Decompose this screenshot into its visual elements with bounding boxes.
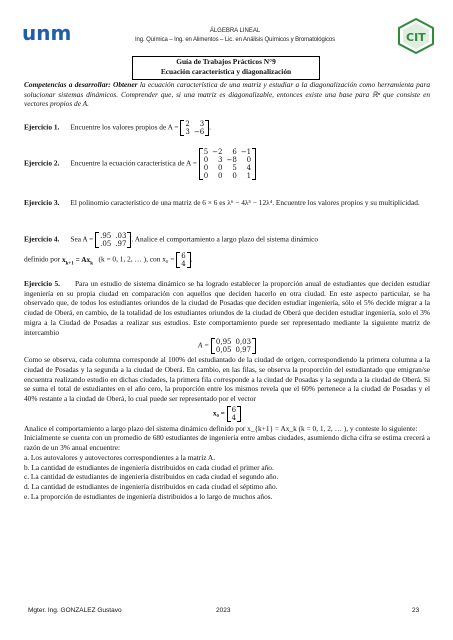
guide-subtitle: Ecuación característica y diagonalización <box>160 67 292 76</box>
exercise-4-matrix <box>95 232 131 248</box>
matrix-cell: 0 <box>232 172 237 180</box>
exercise-1-matrix <box>180 120 209 136</box>
vector-cell: 6 <box>231 405 237 414</box>
exercise-3-label: Ejercicio 3. <box>24 198 60 207</box>
exercise-1: Ejercicio 1. Encuentre los valores propios de A = 2 3 3 −6 . <box>24 120 212 136</box>
exercise-4 <box>24 232 430 269</box>
exercise-4-text-d: (k = 0, 1, 2, … ), con x₀ = <box>98 254 175 264</box>
matrix-cell: 0 <box>218 164 223 172</box>
header-subtitle: Ing. Química – Ing. en Alimentos – Lic. en Análisis Químicos y Bromatológicos <box>134 37 336 43</box>
vector-cell: 4 <box>231 413 237 422</box>
exercise-2-matrix <box>199 148 256 180</box>
exercise-5-matrix <box>211 338 256 354</box>
footer-year: 2023 <box>216 607 231 614</box>
matrix-cell: .97 <box>115 240 127 248</box>
exercise-2 <box>24 148 430 180</box>
exercise-5-paragraph-2: Como se observa, cada columna corresponde al 100% del estudiantado de la ciudad de origen, correspondiendo la primera columna a la ciudad de Posadas y la segunda a la ciudad de Oberá. En cambio, en las filas, se observa la proporción del estudiantado que emigran/se encuentra realizando estudio en dichas ciudades, la primera fila corresponde a la ciudad de Posadas y la segunda a la ciudad de Oberá. Si se suma el total de estudiantes en el año cero, la proporción entre los mismos revela que el 60% pertenece a la ciudad de Posadas y el 40% restante a la ciudad de Oberá, lo cual puede ser representado por el vector <box>24 355 430 404</box>
cit-logo <box>398 18 434 54</box>
exercise-1-label: Ejercicio 1. <box>24 122 60 132</box>
matrix-cell: 6 <box>232 148 237 156</box>
exercise-4-text-b: . Analice el comportamiento a largo plazo del sistema dinámico <box>131 234 319 244</box>
matrix-cell: 3 <box>185 128 190 136</box>
matrix-cell: −2 <box>212 148 223 156</box>
exercise-4-line-2: definido por $x_{k+1} = Ax_k$ (k = 0, 1, 2, … ), con x₀ = 6 4 . <box>24 252 193 268</box>
exercise-4-text-c: definido por <box>24 254 61 264</box>
svg-text:unm: unm <box>22 22 72 44</box>
exercise-5-paragraph-1: Para un estudio de sistema dinámico se ha logrado establecer la proporción anual de estudiantes que deciden estudiar ingeniería en su propia ciudad en comparación con aquellos que deciden hacerlo en otra ciudad. En este aspecto particular, se ha observado que, de todos los estudiantes oriundos de la ciudad de Posadas que deciden estudiar ingeniería, sólo el 5% decide migrar a la ciudad de Oberá, en cambio, de la totalidad de los estudiantes oriundos de la ciudad de Oberá que deciden estudiar ingeniería, solo el 3% migra a la Ciudad de Posadas a realizar sus estudios. Este comportamiento puede ser representado mediante la siguiente matriz de intercambio <box>24 279 430 337</box>
matrix-cell: .03 <box>115 232 127 240</box>
matrix-cell: 3 <box>218 156 223 164</box>
matrix-cell: .05 <box>100 240 112 248</box>
list-item: c. La cantidad de estudiantes de ingeniería distribuidos en cada ciudad el segundo año. <box>24 472 279 482</box>
exercise-5-paragraph-3: Analice el comportamiento a largo plazo del sistema dinámico definido por x_{k+1} = Ax_k (k = 0, 1, 2, … ), y conteste lo siguiente: <box>24 423 418 433</box>
matrix-cell: 0 <box>203 164 209 172</box>
exercise-5-matrix-label: A = <box>197 340 210 350</box>
matrix-cell: 0,05 <box>215 346 232 355</box>
matrix-cell: .95 <box>100 232 112 240</box>
unm-logo <box>22 22 74 44</box>
vector-cell: 4 <box>181 260 186 268</box>
matrix-cell: 2 <box>185 120 190 128</box>
list-item: d. La cantidad de estudiantes de ingeniería distribuidos en cada ciudad el séptimo año. <box>24 481 278 491</box>
footer-page-number: 23 <box>412 607 420 614</box>
exercise-5-label: Ejercicio 5. <box>24 279 61 288</box>
exercise-5-matrix-row <box>24 338 430 354</box>
header-title: ÁLGEBRA LINEAL <box>209 28 261 34</box>
matrix-cell: −1 <box>240 148 252 156</box>
matrix-cell: 5 <box>232 164 237 172</box>
footer-author: Mgter. Ing. GONZALEZ Gustavo <box>28 607 122 614</box>
matrix-cell: −6 <box>193 128 205 136</box>
competencias-verb: Obtener <box>113 80 138 89</box>
matrix-cell: 0,03 <box>235 338 252 347</box>
matrix-cell: 0 <box>203 156 209 164</box>
page-header <box>0 0 453 56</box>
matrix-cell: 1 <box>246 172 252 180</box>
exercise-5-paragraph-4: Inicialmente se cuenta con un promedio de 680 estudiantes de ingeniería entre ambas ciudades, asumiendo dicha cifra se estima crecerá a razón de un 3% anual encuentre: <box>24 433 430 453</box>
guide-title-box <box>132 56 320 80</box>
exercise-5-x0-vector <box>227 406 241 422</box>
matrix-cell: 0,97 <box>235 346 252 355</box>
matrix-cell: 0 <box>218 172 223 180</box>
exercise-4-text-a: Sea A = <box>70 234 94 244</box>
matrix-cell: 0 <box>246 156 252 164</box>
exercise-4-recurrence: $x_{k+1} = Ax_k$ <box>61 254 93 267</box>
exercise-3 <box>24 198 430 208</box>
matrix-cell: −8 <box>226 156 237 164</box>
competencias-paragraph <box>24 80 430 109</box>
competencias-label: Competencias a desarrollar: <box>24 80 111 89</box>
exercise-2-label: Ejercicio 2. <box>24 158 60 168</box>
svg-text:CIT: CIT <box>406 31 426 44</box>
exercise-2-text: Encuentre la ecuación característica de A = <box>70 158 197 168</box>
competencias-text: la ecuación característica de una matriz y estudiar a la diagonalización como herramienta para solucionar sistemas dinámicos. Comprender que, si una matriz es diagonalizable, entonces existe una base para ℝⁿ que consiste en vectores propios de A. <box>24 80 430 109</box>
list-item: e. La proporción de estudiantes de ingeniería distribuidos a lo largo de muchos años. <box>24 491 273 501</box>
exercise-3-text: El polinomio característico de una matriz de 6 × 6 es λ⁶ − 4λ⁵ − 12λ⁴. Encuentre los valores propios y su multiplicidad. <box>70 198 420 207</box>
exercise-5-vector-row <box>24 406 430 422</box>
exercise-1-text: Encuentre los valores propios de A = <box>70 122 179 132</box>
matrix-cell: 0 <box>203 172 209 180</box>
matrix-cell: 4 <box>246 164 252 172</box>
matrix-cell: 3 <box>199 120 205 128</box>
exercise-5-vector-label: x₀ = <box>212 408 225 418</box>
exercise-4-label: Ejercicio 4. <box>24 234 60 244</box>
exercise-5 <box>24 279 430 501</box>
matrix-cell: 0,95 <box>215 338 232 347</box>
matrix-cell: 5 <box>203 148 209 156</box>
exercise-4-x0-vector <box>176 252 190 268</box>
vector-cell: 6 <box>181 252 186 260</box>
list-item: a. Los autovalores y autovectores correspondientes a la matriz A. <box>24 452 216 462</box>
list-item: b. La cantidad de estudiantes de ingeniería distribuidos en cada ciudad el primer año. <box>24 462 274 472</box>
guide-title: Guía de Trabajos Prácticos N°9 <box>176 57 276 66</box>
